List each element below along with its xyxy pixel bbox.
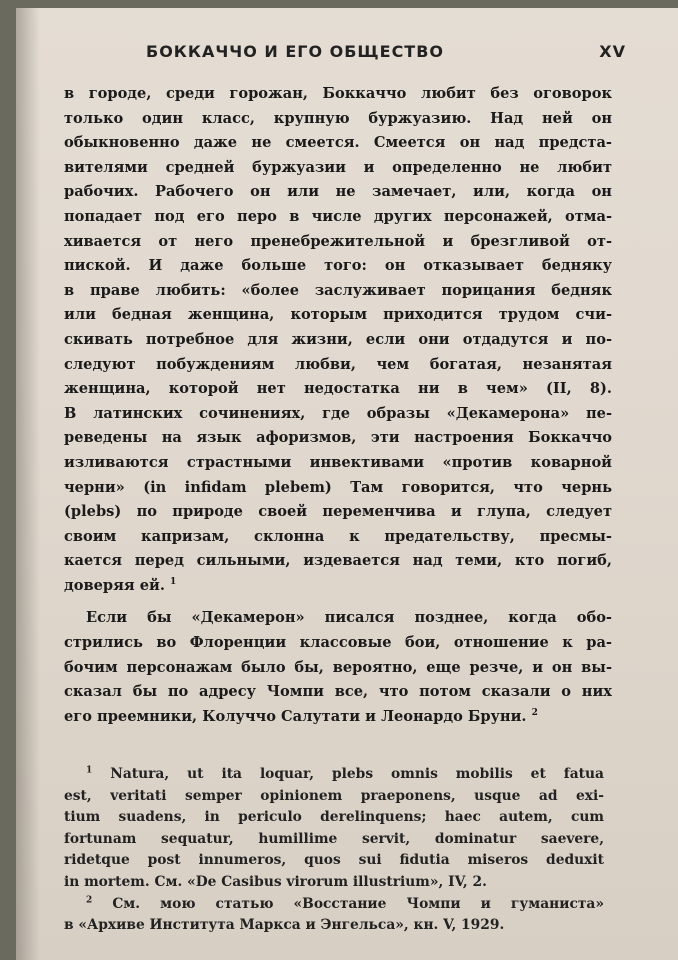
text-line: пиской. И даже больше того: он отказывает бедняку bbox=[64, 257, 612, 275]
footnote-line: в «Архиве Института Маркса и Энгельса», кн. V, 1929. bbox=[64, 917, 505, 934]
paragraph-2 bbox=[64, 606, 612, 729]
footnotes bbox=[64, 764, 604, 937]
text-line-content: доверяя ей. bbox=[64, 576, 165, 594]
footnote-line bbox=[64, 894, 604, 916]
text-line: Если бы «Декамерон» писался позднее, когда обо- bbox=[86, 609, 612, 627]
page-gutter-shadow bbox=[16, 8, 40, 960]
book-page bbox=[16, 8, 678, 960]
main-text bbox=[64, 82, 612, 729]
running-header bbox=[146, 42, 626, 61]
footnote-1 bbox=[64, 764, 604, 894]
text-line: следуют побуждениям любви, чем богатая, незанятая bbox=[64, 355, 612, 373]
paragraph-1 bbox=[64, 82, 612, 598]
text-line: своим капризам, склонна к предательству, пресмы- bbox=[64, 527, 612, 545]
text-line: вителями средней буржуазии и определенно не любит bbox=[64, 158, 612, 176]
text-line: в праве любить: «более заслуживает порицания бедняк bbox=[64, 281, 612, 299]
footnote-line: ridetque post innumeros, quos sui fidutia miseros deduxit bbox=[64, 852, 604, 869]
text-line: (plebs) по природе своей переменчива и глупа, следует bbox=[64, 503, 612, 521]
text-line: изливаются страстными инвективами «против коварной bbox=[64, 453, 612, 471]
text-line bbox=[64, 705, 612, 730]
text-line: В латинских сочинениях, где образы «Декамерона» пе- bbox=[64, 404, 612, 422]
text-line: кается перед сильными, издевается над теми, кто погиб, bbox=[64, 552, 612, 570]
footnote-number-2: 2 bbox=[86, 894, 93, 905]
text-line: черни» (in infidam plebem) Там говорится, что чернь bbox=[64, 478, 612, 496]
footnote-2 bbox=[64, 894, 604, 937]
text-line: только один класс, крупную буржуазию. Над ней он bbox=[64, 109, 612, 127]
footnote-number-1: 1 bbox=[86, 765, 93, 776]
text-line: сказал бы по адресу Чомпи все, что потом сказали о них bbox=[64, 683, 612, 701]
footnote-line: in mortem. См. «De Casibus virorum illustrium», IV, 2. bbox=[64, 873, 487, 890]
text-line: стрились во Флоренции классовые бои, отношение к ра- bbox=[64, 634, 612, 652]
footnote-ref-1[interactable]: 1 bbox=[170, 577, 177, 588]
text-line-content: его преемники, Колуччо Салутати и Леонардо Бруни. bbox=[64, 707, 527, 725]
text-line: рабочих. Рабочего он или не замечает, или, когда он bbox=[64, 183, 612, 201]
text-line: хивается от него пренебрежительной и брезгливой от- bbox=[64, 232, 612, 250]
footnote-line-content: Natura, ut ita loquar, plebs omnis mobilis et fatua bbox=[110, 766, 604, 782]
footnote-line: tium suadens, in periculo derelinquens; haec autem, cum bbox=[64, 809, 604, 826]
text-line: обыкновенно даже не смеется. Смеется он над предста- bbox=[64, 134, 612, 152]
footnote-ref-2[interactable]: 2 bbox=[531, 707, 538, 718]
running-title: БОККАЧЧО И ЕГО ОБЩЕСТВО bbox=[146, 42, 445, 61]
text-line: скивать потребное для жизни, если они отдадутся и по- bbox=[64, 330, 612, 348]
footnote-line-content: См. мою статью «Восстание Чомпи и гуманиста» bbox=[112, 895, 604, 912]
text-line: или бедная женщина, которым приходится трудом счи- bbox=[64, 306, 612, 324]
text-line: реведены на язык афоризмов, эти настроения Боккаччо bbox=[64, 429, 612, 447]
footnote-line: est, veritati semper opinionem praeponens, usque ad exi- bbox=[64, 787, 604, 804]
page-number: XV bbox=[599, 42, 626, 61]
footnote-line: fortunam sequatur, humillime servit, dominatur saevere, bbox=[64, 830, 604, 847]
text-line: женщина, которой нет недостатка ни в чем» (II, 8). bbox=[64, 380, 612, 398]
text-line: бочим персонажам было бы, вероятно, еще резче, и он вы- bbox=[64, 658, 612, 676]
text-line: попадает под его перо в числе других персонажей, отма- bbox=[64, 207, 612, 225]
footnote-line bbox=[64, 764, 604, 786]
text-line: в городе, среди горожан, Боккаччо любит без оговорок bbox=[64, 85, 612, 102]
text-line bbox=[64, 574, 612, 599]
